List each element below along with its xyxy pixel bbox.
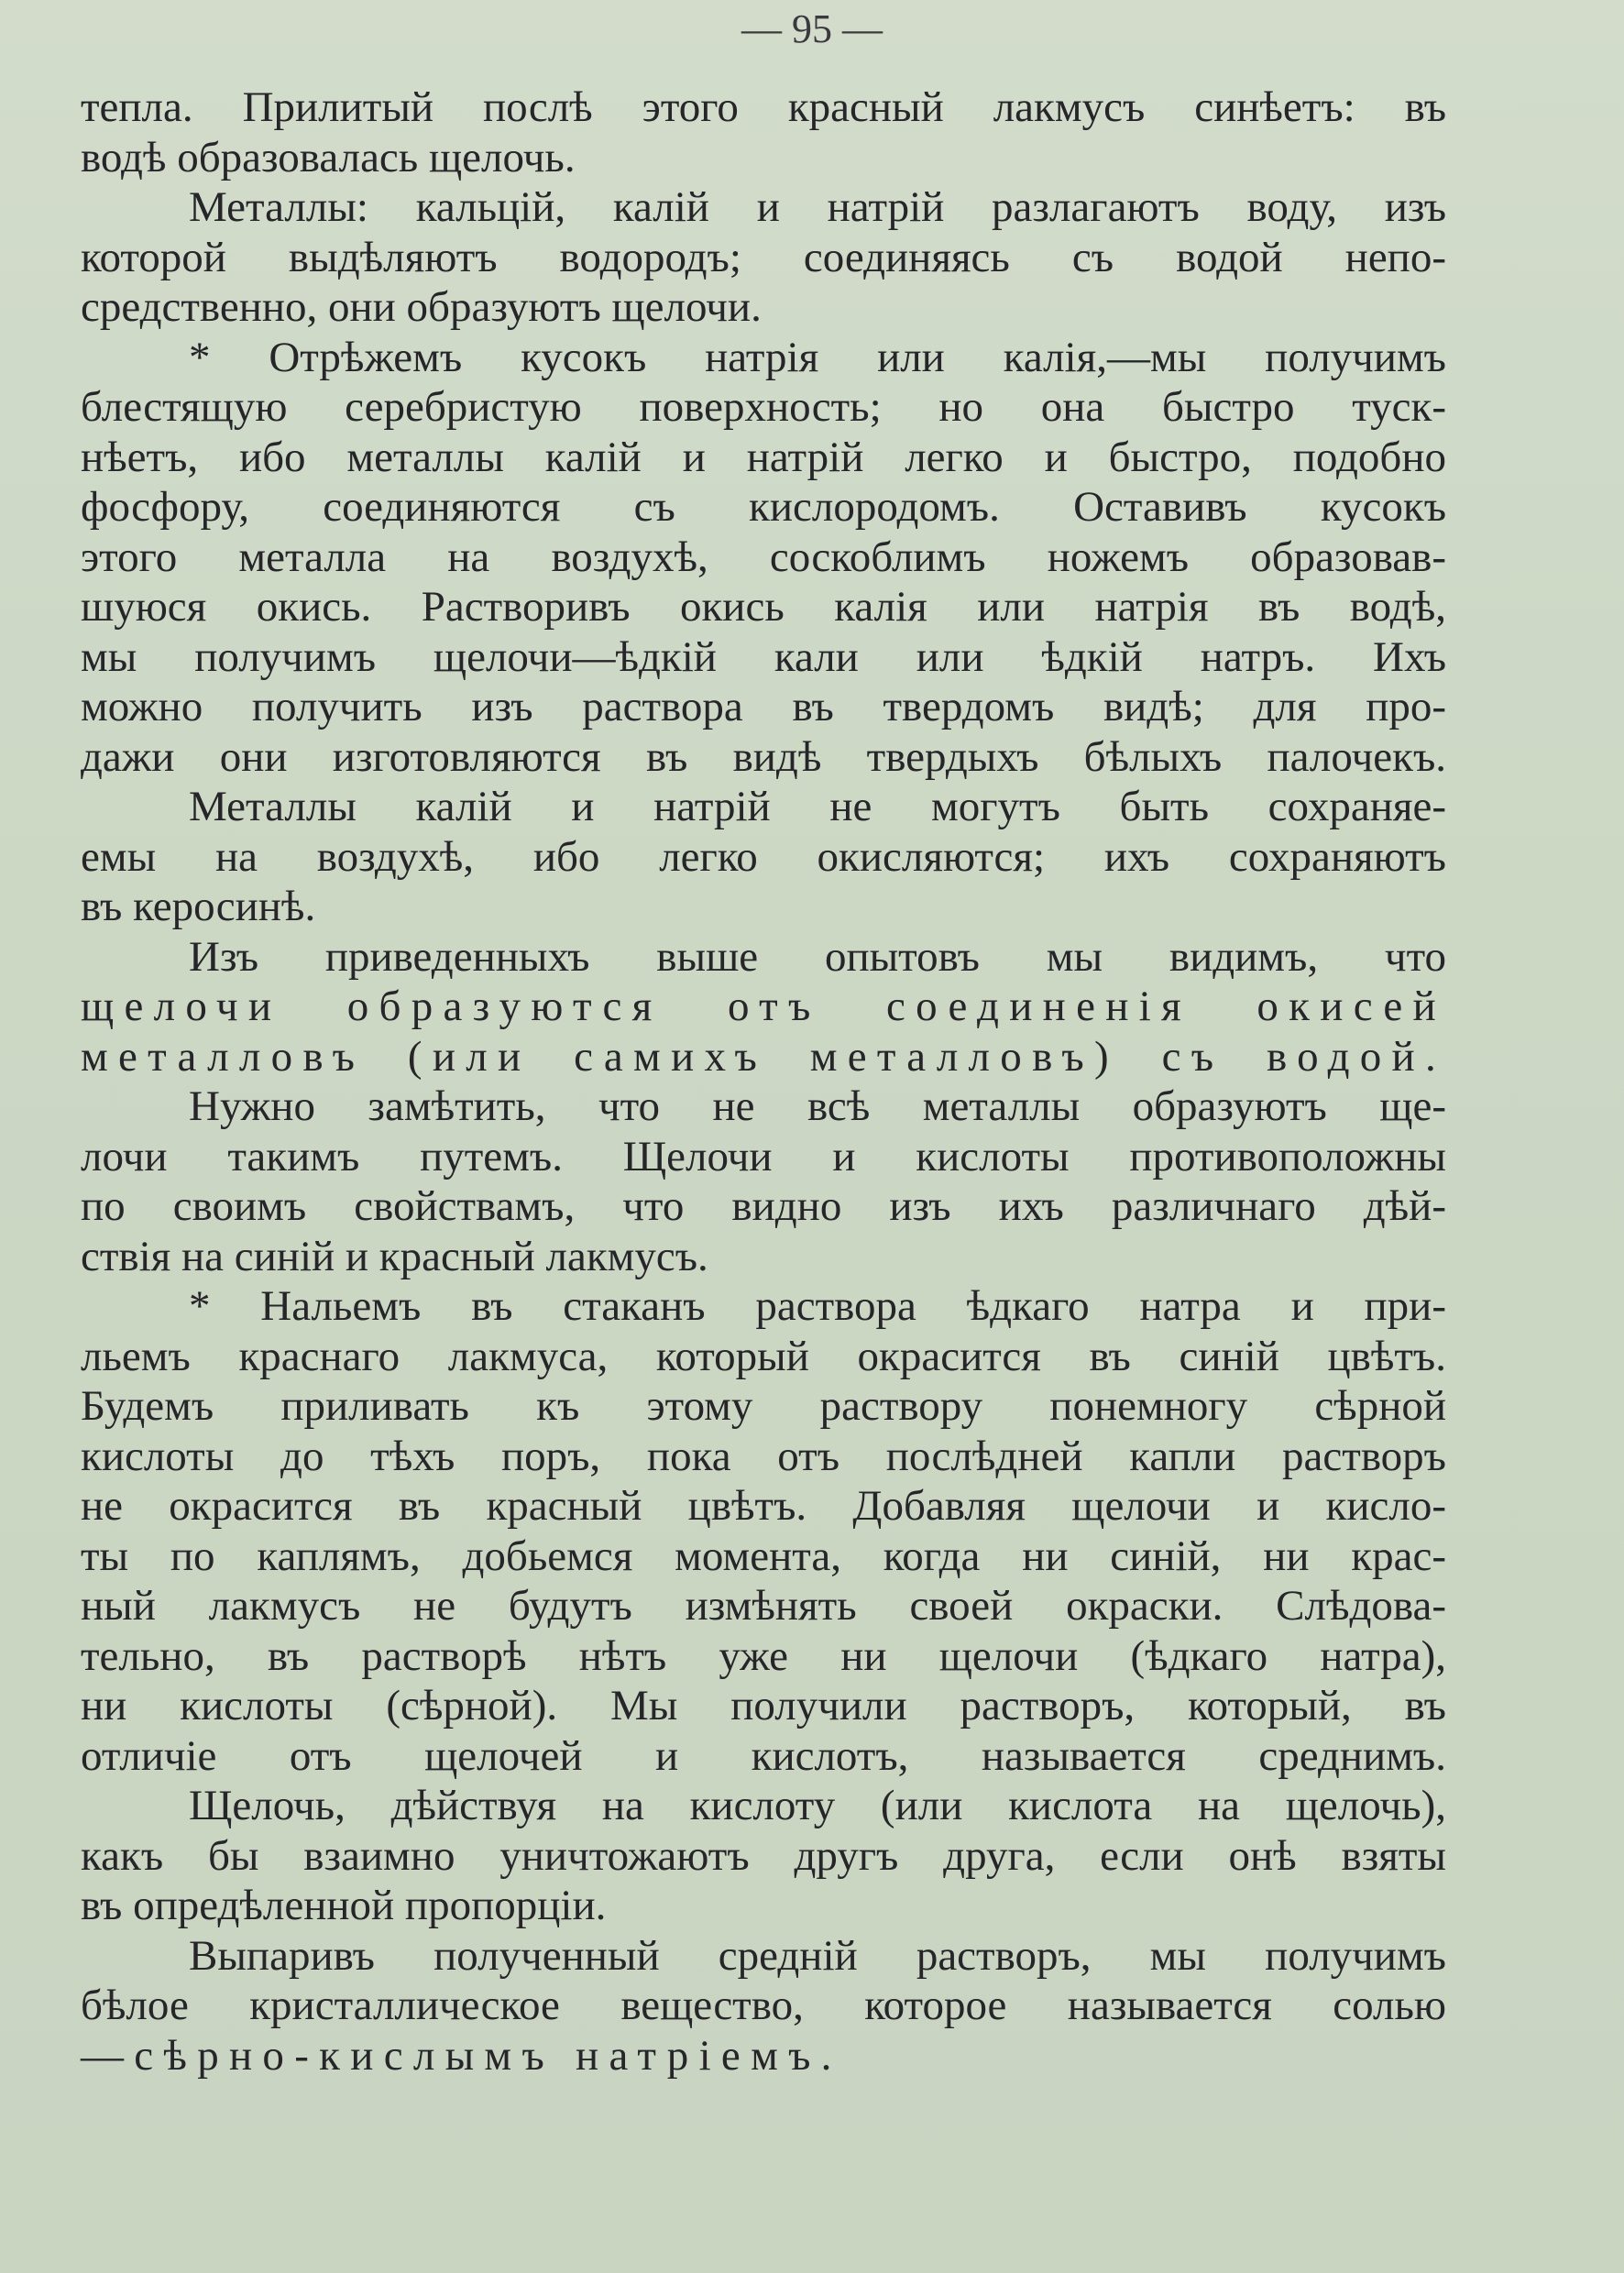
text-line: * Нальемъ въ стаканъ раствора ѣдкаго натра и при- [189, 1282, 1446, 1330]
paragraph [81, 82, 1446, 182]
text-line: Нужно замѣтить, что не всѣ металлы образуютъ ще- [189, 1082, 1446, 1130]
text-line: не окрасится въ красный цвѣтъ. Добавляя щелочи и кисло- [81, 1482, 1446, 1530]
paragraph [81, 1281, 1446, 1781]
text-line: можно получить изъ раствора въ твердомъ видѣ; для про- [81, 683, 1446, 730]
text-line: дажи они изготовляются въ видѣ твердыхъ бѣлыхъ палочекъ. [81, 732, 1446, 781]
text-line: Металлы калій и натрій не могутъ быть сохраняе- [189, 783, 1446, 830]
text-line: лочи такимъ путемъ. Щелочи и кислоты противоположны [81, 1132, 1446, 1180]
page-number: — 95 — [741, 6, 883, 51]
text-line: Будемъ приливать къ этому раствору понемногу сѣрной [81, 1382, 1446, 1430]
text-line: которой выдѣляютъ водородъ; соединяясь съ водой непо- [81, 233, 1446, 281]
text-line: кислоты до тѣхъ поръ, пока отъ послѣдней капли растворъ [81, 1432, 1446, 1480]
text-line: какъ бы взаимно уничтожаютъ другъ друга, если онѣ взяты [81, 1831, 1446, 1880]
text-line: тепла. Прилитый послѣ этого красный лакмусъ синѣетъ: въ [81, 83, 1446, 131]
text-line: въ керосинѣ. [81, 883, 316, 930]
text-line: Металлы: кальцій, калій и натрій разлагаютъ воду, изъ [189, 183, 1446, 231]
text-line: емы на воздухѣ, ибо легко окисляются; ихъ сохраняютъ [81, 832, 1446, 881]
text-line: фосфору, соединяются съ кислородомъ. Оставивъ кусокъ [81, 483, 1446, 531]
text-line: Щелочь, дѣйствуя на кислоту (или кислота на щелочь), [189, 1782, 1446, 1829]
text-line: Выпаривъ полученный средній растворъ, мы получимъ [189, 1931, 1446, 1980]
text-line: тельно, въ растворѣ нѣтъ уже ни щелочи (ѣдкаго натра), [81, 1631, 1446, 1680]
text-line: бѣлое кристаллическое вещество, которое называется солью [81, 1982, 1446, 2029]
text-line: ни кислоты (сѣрной). Мы получили растворъ, который, въ [81, 1682, 1446, 1729]
text-line: мы получимъ щелочи—ѣдкій кали или ѣдкій натръ. Ихъ [81, 632, 1446, 681]
emphasized-line: щелочи образуются отъ соединенія окисей [81, 983, 1446, 1030]
paragraph [81, 333, 1446, 783]
text-line: средственно, они образуютъ щелочи. [81, 283, 762, 331]
text-line: блестящую серебристую поверхность; но она быстро туск- [81, 383, 1446, 431]
text-line: Изъ приведенныхъ выше опытовъ мы видимъ, что [189, 932, 1446, 981]
paragraph [81, 932, 1446, 1082]
paragraph [81, 1082, 1446, 1281]
paragraph [81, 782, 1446, 932]
emphasized-line: —сѣрно-кислымъ натріемъ. [81, 2031, 842, 2080]
paragraph [81, 1781, 1446, 1931]
text-line: въ опредѣленной пропорціи. [81, 1882, 607, 1929]
text-line: этого металла на воздухѣ, соскоблимъ ножемъ образовав- [81, 533, 1446, 581]
emphasized-line: металловъ (или самихъ металловъ) съ водой. [81, 1032, 1446, 1081]
paragraph [81, 1931, 1446, 2081]
text-line: ный лакмусъ не будутъ измѣнять своей окраски. Слѣдова- [81, 1582, 1446, 1630]
text-line: по своимъ свойствамъ, что видно изъ ихъ различнаго дѣй- [81, 1182, 1446, 1230]
text-line: отличіе отъ щелочей и кислотъ, называется среднимъ. [81, 1731, 1446, 1780]
text-line: * Отрѣжемъ кусокъ натрія или калія,—мы получимъ [189, 333, 1446, 381]
page-body [81, 82, 1446, 2081]
paragraph [81, 182, 1446, 333]
text-line: водѣ образовалась щелочь. [81, 133, 576, 181]
text-line: льемъ краснаго лакмуса, который окрасится въ синій цвѣтъ. [81, 1332, 1446, 1380]
text-line: шуюся окись. Растворивъ окись калія или натрія въ водѣ, [81, 583, 1446, 631]
text-line: нѣетъ, ибо металлы калій и натрій легко и быстро, подобно [81, 433, 1446, 481]
text-line: ствія на синій и красный лакмусъ. [81, 1232, 708, 1280]
text-line: ты по каплямъ, добьемся момента, когда ни синій, ни крас- [81, 1532, 1446, 1580]
